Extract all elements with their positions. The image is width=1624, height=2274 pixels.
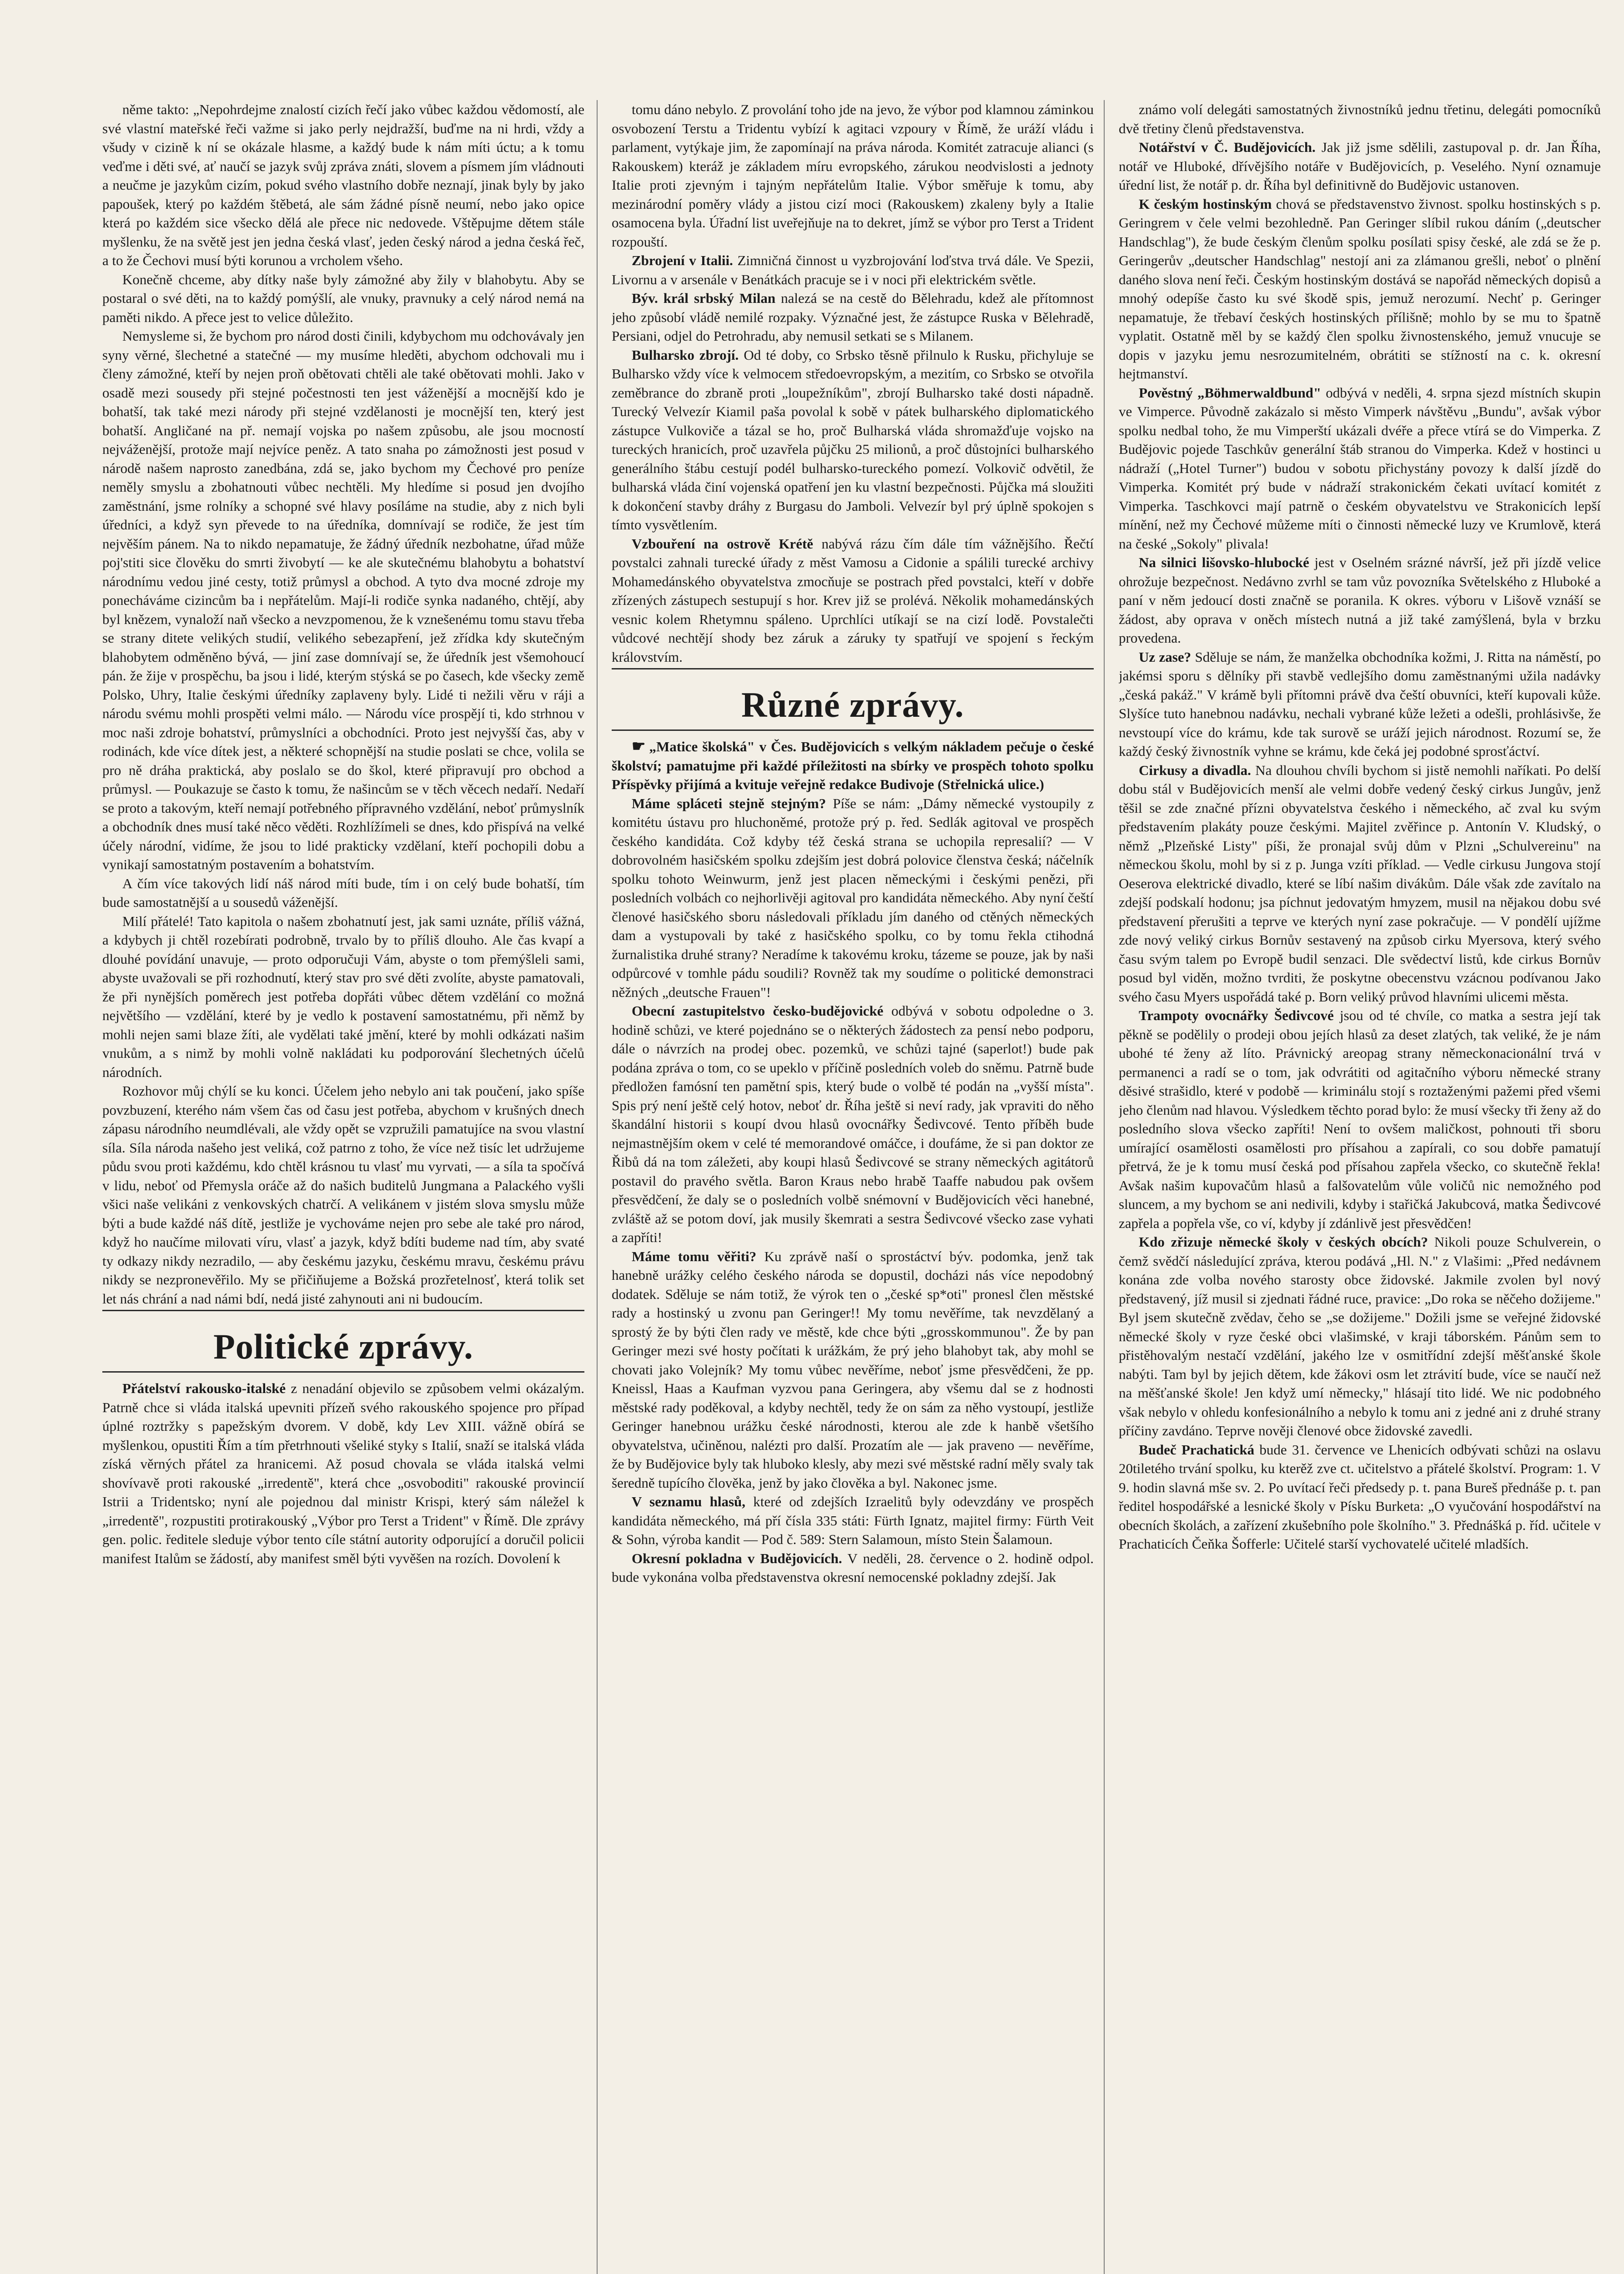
pointing-hand-icon: ☛	[632, 738, 646, 755]
news-item-text: nabývá rázu čím dále tím vážnějšího. Řečtí povstalci zahnali turecké úřady z měst Vamosu a Cidonie a spálili turecké archivy Mohamedánského obyvatelstva zmocňuje se postrach před povstalci, kteří v dobře zřízených zástupech sestupují s hor. Krev již se prolévá. Několik mohamedánských vesnic kolem Rhetymnu spáleno. Uprchlíci utíkají se na cizí lodě. Povstalečti vůdcové nechtějí shody bez záruk a záruky ty spatřují ve spojení s řeckým královstvím.	[612, 535, 1094, 665]
news-item-heading: Máme spláceti stejně stejným?	[632, 795, 826, 811]
news-item-text: Píše se nám: „Dámy německé vystoupily z komitétu ústavu pro hluchoněmé, protože prý p. řed. Sedlák agitoval ve prospěch českého kandidáta. Což kdyby též česká strana se uchopila represalií? — V dobrovolném hasičském spolku zdejším jest dobrá polovice členstva česká; náčelník spolku tohoto Weinwurm, jenž jest placen německými i českými penězi, při posledních volbách co nejhorlivěji agitoval pro kandidáta německého. Aby nyní čeští členové hasičského sboru následovali příkladu jím daného od ctěných německých dam a vystupovali by také z hasičského spolku, co by tomu řekla ctihodná žurnalistika druhé strany? Neradíme k takovému kroku, tázeme se pouze, jak by naši odpůrcové v tomhle pádu soudili? Rovněž tak my soudíme o politické demonstraci něžných „deutsche Frauen"!	[612, 795, 1094, 1000]
section-title-politics: Politické zprávy.	[213, 1327, 473, 1366]
news-item-text: které od zdejších Izraelitů byly odevzdány ve prospěch kandidáta německého, má pří čísla 335 státi: Fürth Ignatz, majitel firmy: Fürth Veit & Sohn, výroba kandit — Pod č. 589: Stern Salamoun, místo Stein Šalamoun.	[612, 1494, 1094, 1547]
news-item-heading: Notářství v Č. Budějovicích.	[1139, 139, 1316, 155]
news-item-heading: Pověstný „Böhmerwaldbund"	[1139, 384, 1322, 401]
news-item-text: Na dlouhou chvíli bychom si jistě nemohli naříkati. Po delší dobu stál v Budějovicích menší ale velmi dobře vedený český cirkus Jungův, jenž těšil se zde značné přízni obyvatelstva českého i německého, ač zval ku svým představením plakáty pouze českými. Majitel zvěřince p. Antonín V. Kludský, o němž „Plzeňské Listy" píši, že pronajal svůj dům v Plzni „Schulvereinu" na německou školu, mohl by si z p. Junga vzíti příklad. — Vedle cirkusu Jungova stojí Oeserova elektrické divadlo, které se líbí našim divákům. Dále však zde zavítalo na zdejší podskalí hodonu; jsa píchnut jedovatým hmyzem, musil na nějakou dobu své představení přerušiti a teprve ve kterých nyní zase pokračuje. — V pondělí ujížme zde nový veliký cirkus Bornův sestavený na způsob cirku Myersova, který svého času svým talem po Evropě budil senzaci. Dle svědectví listů, kde cirkus Bornův posud byl viděn, možno tvrditi, že poskytne obecenstvu vzácnou podívanou Jako svého času Myers uspořádá také p. Born veliký průvod hlavními ulicemi města.	[1119, 762, 1601, 1005]
news-item	[1119, 383, 1601, 553]
news-item	[612, 1549, 1094, 1587]
news-item-text: Ku zprávě naší o sprostáctví býv. podomka, jenž tak hanebně urážky celého českého národa se dopustil, docházi nás více nepodobný dodatek. Sděluje se nám totiž, že výrok ten o „české sp*oti" pronesl člen městské rady a hostinský u zvonu pan Geringer!! My tomu nevěříme, tak nevzdělaný a sprostý že by býti člen rady ve městě, kde chce býti „grosskommunou". Že by pan Geringer mezi své hosty počítati k urážkám, že prý jeho blahobyt tak, aby mohl se chovati jako Volejník? My tomu vůbec nevěříme, neboť jsme přesvědčeni, že pp. Kneissl, Haas a Kaufman vyzvou pana Geringera, aby všemu dal se z hodnosti městské rady poděkoval, a kdyby nechtěl, tedy že on sám za něho vystoupí, jestliže Geringer hanebnou urážku české národnosti, kterou ale zde k hanbě všetšího obyvatelstva, učiněnou, nalézti pro další. Prozatím ale — jak praveno — nevěříme, že by Budějovice byly tak hluboko klesly, aby mezi své městské radní měly svaly tak šeredně tupícího člověka, jenž by jako člověka a byl. Nakonec jsme.	[612, 1248, 1094, 1491]
news-item-heading: Zbrojení v Italii.	[632, 252, 733, 268]
news-item-text: jsou od té chvíle, co matka a sestra její tak pěkně se podělily o prodeji obou jejích hlasů za deset zlatých, tak veliké, že je nám ubohé té ženy až líto. Právnický areopag strany německonacionální trvá v permanenci a radí se o tom, jak odvrátiti od agitačního výboru německé strany děsivé strašidlo, které v podobě — kriminálu stojí s roztaženými pažemi před všemi jeho členům nad hlavou. Výsledkem těchto porad bylo: že musí všecky tři ženy až do posledního slova všecko zapříti! Není to ovšem maličkost, pohnouti tři sboru umírající osamělosti osamělosti pro přísahou a zapírali, co sou dobře pamatují přetrvá, že je k tomu musí česká pod přísahou zapřela všecko, co skutečně řekla! Avšak našim kupovačům hlasů a falšovatelům vůle voličů nic nemožného pod sluncem, a my bychom se ani nedivili, kdyby i stařičká Jakubcová, matka Šedivcové zapřela a popřela vše, co ví, kdyby jí zdánlivě jest přesvědčen!	[1119, 1007, 1601, 1231]
column-divider	[597, 100, 598, 2274]
news-item-text: bude 31. července ve Lhenicích odbývati schůzi na oslavu 20tiletého trvání spolku, ku kterěž zve ct. učitelstvo a přátelé školství. Program: 1. V 9. hodin slavná mše sv. 2. Po uvítací řeči předsedy p. t. pana Bureš přednáše p. t. pan ředitel hospodářské a lesnické školy v Písku Burketa: „O vyučování hospodářství na obecních školách, a zařízení zkušebního pole školního." 3. Přednášká p. říd. učitele v Prachaticích Čeňka Šofferle: Učitelé starší vychovatelé učitelé mladších.	[1119, 1441, 1601, 1552]
section-rule	[102, 1310, 584, 1311]
section-rule	[612, 729, 1094, 731]
news-item-heading: K českým hostinským	[1139, 196, 1272, 212]
news-item-heading: Přátelství rakousko-italské	[122, 1380, 286, 1396]
column-left	[102, 100, 584, 2274]
article-paragraph: Konečně chceme, aby dítky naše byly zámožné aby žily v blahobytu. Aby se postaral o své děti, na to každý pomýšlí, ale vnuky, pravnuky a celý národ nemá na paměti nikdo. A přece jest to velice důležito.	[102, 271, 584, 325]
news-item	[612, 251, 1094, 289]
news-item-text: Sděluje se nám, že manželka obchodníka kožmi, J. Ritta na náměstí, po jakémsi sporu s dělníky při stavbě vedlejšího domu zaměstnanými užila nadávky „česká pakáž." V krámě byli přítomni právě dva čeští obuvníci, kteří kupovali kůže. Slyšíce tuto hanebnou nadávku, nechali vybrané kůže ležeti a odešli, prohlásivše, že nevstoupí více do krámu, kde tak surově se uráží jejich národnost. Rozumí se, že každý český živnostník vyhne se krámu, kde čeká jej podobné sprosťáctví.	[1119, 649, 1601, 759]
article-paragraph: Milí přátelé! Tato kapitola o našem zbohatnutí jest, jak sami uznáte, příliš vážná, a kdybych ji chtěl rozebírati podrobně, trvalo by to příliš dlouho. Ale čas kvapí a dlouhé povídání unavuje, — proto odporučuji Vám, abyste o tom přemýšleli sami, abyste uvažovali se při rozhodnutí, který stav pro své děti zvolíte, abyste pamatovali, že při nynějších poměrech jest potřeba dopřáti vůbec dětem vzdělání co možná největšího — vzdělání, které by je vedlo k postavení samostatnému, při němž by mohli nejen sami blaze žíti, ale vydělati také jmění, které by mohli odkázati našim vnukům, a s nimž by mohli volně nakládati ku podporování šlechetných účelů národních.	[102, 913, 584, 1080]
news-item-text: odbývá v sobotu odpoledne o 3. hodině schůzi, ve které pojednáno se o některých žádostech za pensí nebo podporu, dále o návrzích na prodej obec. pozemků, ve schůzi tajné (saperlot!) bude pak podána zpráva o tom, co se upeklo v příčině posledních voleb do sněmu. Patrně bude předložen famósní ten pamětní spis, který bude o volbě té podán na „vyšší místa". Spis prý není ještě celý hotov, neboť dr. Říha ještě si neví rady, jak vpraviti do něho škandální historii s koupí dvou hlasů ovocnářky Šedivcové. Tento příběh bude nejmastnějším okem v celé té memorandové omáčce, i doufáme, že si pan doktor ze Řibů dá na tom záležeti, aby koupi hlasů Šedivcové se strany německých agitátorů postavil do pravého světla. Baron Kraus nebo hrabě Taaffe nabudou pak ovšem přesvědčení, že daly se o posledních volbě snémovní v Budějovicích věci hanebné, zvláště až se potom doví, jak musily škemrati a sestra Šedivcové všecko zase vyhati a zapříti!	[612, 1003, 1094, 1245]
news-item	[612, 346, 1094, 534]
news-item	[612, 1247, 1094, 1493]
article-paragraph: Rozhovor můj chýlí se ku konci. Účelem jeho nebylo ani tak poučení, jako spíše povzbuzení, kterého nám všem čas od času jest potřeba, abychom v krušných dnech zápasu národního neumdlévali, ale vždy opět se vzpružili pamatujíce na svou vlastní síla. Síla národa našeho jest veliká, což patrno z toho, že více než tisíc let udržujeme půdu svou proti každému, kdo chtěl krásnou tu vlasť mu vyrvati, — a síla ta spočívá v lidu, neboť od Přemysla oráče až do našich buditelů Jungmana a Palackého vyšli všici naše velikáni z venkovských chatrčí. A velikánem v jistém slova smyslu může býti a bude každé náš dítě, jestliže je vychováme nejen pro sebe ale také pro národ, když ho naučíme milovati víru, vlasť a jazyk, když bdíti budeme nad tím, aby svaté ty odkazy nikdy nezradilo, — aby českému jazyku, českému mravu, českému právu nikdy se nezpronevěřilo. My se přičiňujeme a Božská prozřetelnosť, která tolik set let nás chrání a nad námi bdí, nedá jisté zahynouti ani ni budoucím.	[102, 1083, 584, 1307]
news-item	[1119, 1006, 1601, 1233]
news-item-heading: Býv. král srbský Milan	[632, 290, 776, 306]
article-paragraph: známo volí delegáti samostatných živnostníků jednu třetinu, delegáti pomocníků dvě třetiny členů představenstva.	[1119, 101, 1601, 136]
column-middle	[612, 100, 1094, 2274]
news-item-text: odbývá v neděli, 4. srpna sjezd místních skupin ve Vimperce. Původně zakázalo si město Vimperk návštěvu „Bundu", avšak výbor spolku nedbal toho, že mu Vimperští ukázali dvéře a přece vtírá se do Vimperka. Z Budějovic pojede Taschkův generální štáb stranou do Vimperka. Kdež v hostinci u nádraží („Hotel Turner") budou v sobotu přichystány povozy k další jízdě do Vimperka. Komitét prý bude v nádraží strakonickém čekati uvítací komitét z Vimperka. Taschkovci mají patrně o českém obyvatelstvu ve Strakonicích lepší mínění, než my Čechové můžeme míti o činnosti německé luzy ve Krumlově, která na české „Sokoly" plivala!	[1119, 384, 1601, 552]
news-item	[612, 289, 1094, 346]
news-item	[1119, 1233, 1601, 1440]
matice-notice	[612, 737, 1094, 794]
news-item-text: jest v Oselném srázné návrší, jež při jízdě velice ohrožuje bezpečnost. Nedávno zvrhl se tam vůz povozníka Světelského z Hluboké a paní v něm jedoucí dosti značně se poranila. K okres. výboru v Lišově vznáší se žádost, aby oprava v oněch místech nutná a již také zamýšlená, byla v brzku provedena.	[1119, 554, 1601, 646]
news-item-text: nalezá se na cestě do Bělehradu, kdež ale přítomnost jeho způsobí vládě nemilé rozpaky. Význačné jest, že zástupce Ruska v Bělehradě, Persiani, odjel do Petrohradu, aby nemusil setkati se s Milanem.	[612, 290, 1094, 344]
section-rule	[612, 668, 1094, 669]
news-item-heading: Na silnici lišovsko-hlubocké	[1139, 554, 1309, 570]
news-item-text: Jak již jsme sdělili, zastupoval p. dr. Jan Říha, notář ve Hluboké, dřívějšího notáře v Budějovicích, p. Veselého. Nyní oznamuje úřední list, že notář p. dr. Říha byl definitivně do Budějovic ustanoven.	[1119, 139, 1601, 193]
news-item	[1119, 138, 1601, 195]
news-item	[612, 534, 1094, 667]
matice-notice-text: „Matice školská" v Čes. Budějovicích s velkým nákladem pečuje o české školství; pamatujme při každé příležitosti na sbírky ve prospěch tohoto spolku Příspěvky přijímá a kvituje veřejně redakce Budivoje (Střelnická ulice.)	[612, 739, 1094, 792]
news-item	[1119, 195, 1601, 383]
article-paragraph: Nemysleme si, že bychom pro národ dosti činili, kdybychom mu odchovávaly jen syny věrné, šlechetné a statečné — my musíme hleděti, abychom odchovali mu i členy zámožné, kteří by nejen proň obětovati chtěli ale také obětovati mohli. Jako v osadě mezi sousedy při stejné počestnosti ten jest váženější a mocnější kdo je bohatší, tak také mezi národy při stejné vzdělanosti je mocnější ten, který jest bohatší. Angličané na př. nemají vojska po našem způsobu, ale jsou mocností nejváženější, protože mají nejvíce peněz. A tato snaha po zámožnosti jest posud v národě našem naprosto zanedbána, zdá se, jako bychom my Čechové pro peníze neměly smyslu a zbohatnouti vůbec nechtěli. My hledíme si posud jen dvojího zaměstnání, jsme rolníky a schopné své hlavy posíláme na studie, aby z nich byli úředníci, a když syn převede to na úředníka, domnívají se rodiče, že jest tím nejvěším pánem. Na to nikdo nepamatuje, že žádný úředník nezbohatne, úřad může poj'stiti sice člověku do smrti živobytí — ke ale skutečnému blahobytu a bohatství národnímu vedou jiné cesty, totiž průmysl a obchod. A tyto dva mocné zdroje my ponecháváme cizincům ba i nepřátelům. Mají-li rodiče synka nadaného, chtějí, aby byl knězem, vynaloží naň všecko a nevzpomenou, že k vznešenému tomu stavu třeba se strany ditete velikých studií, velikého sebezapření, jež zřídka kdy skutečným blahobytem odměněno bývá, — jiní zase domnívají se, že úředník jest všemohoucí pán. že žije v prospěchu, ba jsou i lidé, kterým stýská se po časech, kde všecky země Polsko, Uhry, Italie českými úředníky zaplaveny byly. Lidé ti nežili věru v ráji a národu svému mohli prospěti velmi málo. — Národu více prospějí ti, kdo strhnou v moc naši zdroje bohatství, průmyslníci a obchodníci. Proto jest nejvyšší čas, aby v rodinách, kde více dítek jest, a některé schopnější na studie poslati se chce, volila se pro ně dráha praktická, aby poslalo se do škol, které připravují pro obchod a průmysl. — Poukazuje se často k tomu, že našincům se v těch věcech nedaří. Nedaří se proto a takovým, kteří nemají potřebného přípravného vzdělání, neboť průmyslník a obchodník dnes musí také něco věděti. Rozhlížímeli se dnes, kdo přispívá na velké účely národní, vidíme, že jsou to lidé prakticky vzdělaní, kteří pochopili dobu a vynikají samostatným postavením a bohatstvím.	[102, 328, 584, 872]
news-item-heading: Budeč Prachatická	[1139, 1441, 1255, 1458]
article-paragraph: A čím více takových lidí náš národ míti bude, tím i on celý bude bohatší, tím bude samostatnější a u sousedů váženější.	[102, 875, 584, 910]
news-item	[1119, 553, 1601, 648]
news-item-heading: Kdo zřizuje německé školy v českých obcích?	[1139, 1234, 1428, 1250]
news-item-text: Od té doby, co Srbsko těsně přilnulo k Rusku, přichyluje se Bulharsko vždy více k velmocem středoevropským, a mezitím, co Srbsko se otvořila zeměbrance do zbraně proti „loupežníkům", zbrojí Bulharsko také dosti nápadně. Turecký Velvezír Kiamil paša povolal k sobě v pátek bulharského diplomatického zástupce Vulkoviče a tázal se ho, proč Bulharská vláda shromažďuje vojsko na tureckých hranicích, proč uzavřela půjčku 25 milionů, a proč důstojníci bulharského generálního štábu cestují podél bulharsko-tureckého pomezí. Volkovič odvětil, že bulharská vláda činí vojenská opatření jen ku vlastní bezpečnosti. Půjčka má sloužiti k dokončení stavby dráhy z Burgasu do Jamboli. Velvezír byl prý úplně spokojen s tímto vysvětlením.	[612, 347, 1094, 533]
news-item-heading: Uz zase?	[1139, 649, 1192, 665]
section-rule	[102, 1371, 584, 1373]
news-item	[1119, 761, 1601, 1006]
news-item	[102, 1379, 584, 1568]
article-paragraph: tomu dáno nebylo. Z provolání toho jde na jevo, že výbor pod klamnou záminkou osvobození Terstu a Tridentu vybízí k agitaci vzpoury v Římě, že uráží vládu i parlament, vytýkaje jim, že zapomínají na práva národa. Komitét zatracuje alianci (s Rakouskem) kteráž je základem míru evropského, zárukou neodvislosti a jednoty Italie proti zjevným i tajným nepřátelům Italie. Výbor směřuje k tomu, aby mezinárodní poměry vlády a jistou cizí moci (Rakouskem) zkaleny byly a Italie osamocena byla. Úřadní list uveřejňuje na to dekret, jímž se výbor pro Terst a Trident rozpouští.	[612, 101, 1094, 250]
column-right	[1119, 100, 1601, 2274]
news-item	[1119, 1440, 1601, 1554]
news-item-heading: Máme tomu věřiti?	[632, 1248, 757, 1264]
news-item-heading: Cirkusy a divadla.	[1139, 762, 1251, 778]
news-item-heading: V seznamu hlasů,	[632, 1494, 746, 1509]
news-item-heading: Trampoty ovocnářky Šedivcové	[1139, 1007, 1334, 1023]
news-item-text: Zimničná činnost u vyzbrojování loďstva trvá dále. Ve Spezii, Livornu a v arsenále v Benátkách pracuje se i v noci při elektrickém světle.	[612, 252, 1094, 287]
news-item-heading: Bulharsko zbrojí.	[632, 347, 739, 363]
news-item	[612, 1001, 1094, 1247]
news-item-heading: Obecní zastupitelstvo česko-budějovické	[632, 1003, 884, 1019]
section-title-misc-news: Různé zprávy.	[741, 685, 964, 724]
article-paragraph: něme takto: „Nepohrdejme znalostí cizích řečí jako vůbec každou vědomostí, ale své vlastní mateřské řeči važme si jako perly nejdražší, buďme na ni hrdi, vždy a všudy v cizině k ní se okázale hlasme, a každý bude k nám míti úctu; a k tomu veďme i děti své, ať naučí se jazyk svůj zpráva znáti, slovem a písmem jím vládnouti a neučme je jazykům cizím, pokud svého vlastního dobře neznají, jinak byly by jako papoušek, který po každém štěbetá, ale sám žádné písně neumí, nebo jako opice která po každém sice všecko dělá ale přece nic nedovede. Vštěpujme dětem stále myšlenku, že na světě jest jen jedna česká vlasť, jeden český národ a jedna česká řeč, a to že Čechovi musí býti korunou a vrcholem všeho.	[102, 101, 584, 268]
news-item-text: chová se představenstvo živnost. spolku hostinských s p. Geringrem v čele velmi bezohledně. Pan Geringer slíbil rukou dáním („deutscher Handschlag"), že bude českým členům spolku posílati spisy české, ale zdá se že p. Geringerův „deutscher Handschlag" nestojí ani za zlámanou grešli, neboť o plnění daného slova není řeči. Českým hostinským dostává se napořád německých dopisů a mnohý odepíše často ku své škodě spis, jemuž nerozumí. Nechť p. Geringer nepamatuje, že třebaví českých hostinských přílišně; mohlo by se mu to špatně vyplatit. Ostatně měl by se každý člen spolku živnostenského, jemuž vnucuje se dopis v jazyku jemu nesrozumitelném, obrátiti se stížností na c. k. okresní hejtmanství.	[1119, 196, 1601, 382]
news-item	[1119, 648, 1601, 761]
news-item-text: Nikoli pouze Schulverein, o čemž svědčí následující zpráva, kterou podává „Hl. N." z Vlašimi: „Před nedávnem konána zde volba nového starosty obce židovské. Jakmile zvolen byl nový představený, jíž musil si zjednati řádné ruce, pravice: „Do roka se něčeho dožijeme." Byl jsem skutečně zvědav, čeho se „se dožijeme." Dožili jsme se veřejné židovské německé školy v ryze české obci vlašimské, v kraji táborském. Pánům sem to přistěhovalým nestačí vzdělání, jakého lze v osmitřídní zdejší měšťanské škole nabýti. Tam byl by jejich dětem, kde žákovi osm let ztrávití bude, více se naučí než na měšťanské škole! Jen když umí německy," hlásají tito lidé. We nic podobného však nebylo v ohledu konfesionálního a nebylo k tomu ani z jedné ani z druhé strany příčiny zavdáno. Teprve nověji členové obce židovské zavedli.	[1119, 1234, 1601, 1439]
news-item-heading: Vzbouření na ostrově Krétě	[632, 535, 814, 552]
news-item-text: z nenadání objevilo se způsobem velmi okázalým. Patrně chce si vláda italská upevniti přízeň svého rakouského spojence pro případ úplné roztržky s papežským dvorem. V době, kdy Lev XIII. vážně obírá se myšlenkou, opustiti Řím a tím přetrhnouti všeliké styky s Italií, snaží se italská vláda získá věrných přátel za hranicemi. Až posud chovala se vláda italská velmi shovívavě proti rakouské „irredentě", která chce „osvoboditi" rakouské provincií Istrii a Tridentsko; nyní ale pojednou dal ministr Krispi, který sám náležel k „irredentě", rozpustiti protirakouský „Výbor pro Terst a Trident" v Římě. Dle zprávy gen. polic. ředitele sleduje výbor tento cíle státní autority odporující a doručil policii manifest Italům se žádostí, aby manifest směl býti vyvěšen na rozích. Dovolení k	[102, 1380, 584, 1566]
news-item-heading: Okresní pokladna v Budějovicích.	[632, 1550, 842, 1566]
news-item-text: V neděli, 28. července o 2. hodině odpol. bude vykonána volba představenstva okresní nemocenské pokladny zdejší. Jak	[612, 1550, 1094, 1585]
news-item	[612, 1492, 1094, 1549]
news-item	[612, 794, 1094, 1002]
column-divider	[1104, 100, 1105, 2274]
